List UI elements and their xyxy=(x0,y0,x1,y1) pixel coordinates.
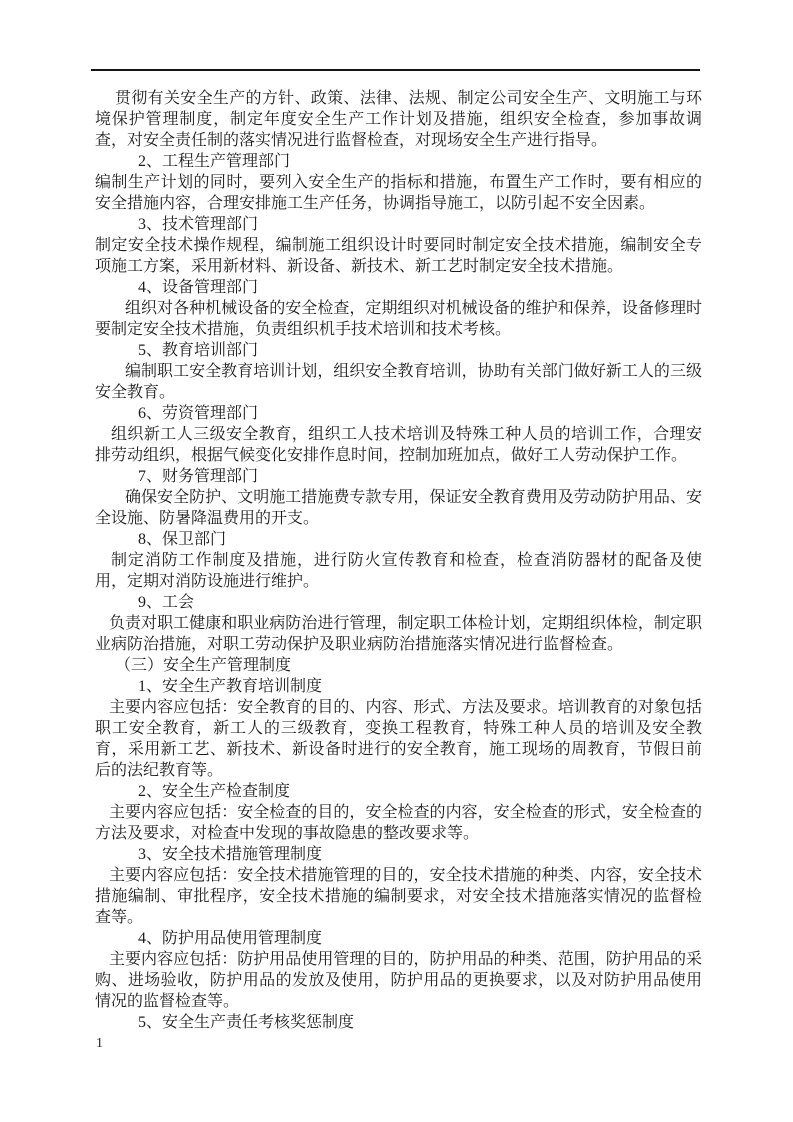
section-heading: 6、劳资管理部门 xyxy=(138,405,259,422)
body-paragraph: 编制生产计划的同时，要列入安全生产的指标和措施，布置生产工作时，要有相应的安全措施内容，合理安排施工生产任务，协调指导施工，以防引起不安全因素。 xyxy=(95,174,702,212)
section-heading: 5、教育培训部门 xyxy=(138,342,259,359)
body-paragraph: 主要内容应包括：安全检查的目的，安全检查的内容，安全检查的形式，安全检查的方法及要求，对检查中发现的事故隐患的整改要求等。 xyxy=(95,804,702,842)
body-paragraph: 主要内容应包括：安全教育的目的、内容、形式、方法及要求。培训教育的对象包括职工安全教育，新工人的三级教育，变换工程教育，特殊工种人员的培训及安全教育，采用新工艺、新技术、新设备时进行的安全教育，施工现场的周教育，节假日前后的法纪教育等。 xyxy=(95,699,702,779)
section-heading: 4、设备管理部门 xyxy=(138,279,259,296)
body-paragraph: 确保安全防护、文明施工措施费专款专用，保证安全教育费用及劳动防护用品、安全设施、防暑降温费用的开支。 xyxy=(95,489,702,527)
section-heading: 5、安全生产责任考核奖惩制度 xyxy=(138,1014,355,1031)
document-body xyxy=(95,88,702,1033)
section-heading: 7、财务管理部门 xyxy=(138,468,259,485)
section-heading: 2、安全生产检查制度 xyxy=(138,783,291,800)
body-paragraph: 组织对各种机械设备的安全检查，定期组织对机械设备的维护和保养，设备修理时要制定安全技术措施，负责组织机手技术培训和技术考核。 xyxy=(95,300,702,338)
page-number: 1 xyxy=(96,1036,103,1051)
body-paragraph: 主要内容应包括：安全技术措施管理的目的，安全技术措施的种类、内容，安全技术措施编制、审批程序，安全技术措施的编制要求，对安全技术措施落实情况的监督检查等。 xyxy=(95,867,702,926)
body-paragraph: 负责对职工健康和职业病防治进行管理，制定职工体检计划，定期组织体检，制定职业病防治措施，对职工劳动保护及职业病防治措施落实情况进行监督检查。 xyxy=(95,615,702,653)
header-rule xyxy=(91,69,700,71)
section-heading: 1、安全生产教育培训制度 xyxy=(138,678,323,695)
body-paragraph: 制定安全技术操作规程，编制施工组织设计时要同时制定安全技术措施，编制安全专项施工方案，采用新材料、新设备、新技术、新工艺时制定安全技术措施。 xyxy=(95,237,702,275)
section-heading: 4、防护用品使用管理制度 xyxy=(138,930,323,947)
section-heading: （三）安全生产管理制度 xyxy=(115,657,292,674)
section-heading: 2、工程生产管理部门 xyxy=(138,153,291,170)
body-paragraph: 贯彻有关安全生产的方针、政策、法律、法规、制定公司安全生产、文明施工与环境保护管理制度，制定年度安全生产工作计划及措施，组织安全检查，参加事故调查，对安全责任制的落实情况进行监督检查，对现场安全生产进行指导。 xyxy=(95,90,702,149)
section-heading: 9、工会 xyxy=(138,594,195,611)
body-paragraph: 编制职工安全教育培训计划，组织安全教育培训，协助有关部门做好新工人的三级安全教育。 xyxy=(95,363,702,401)
section-heading: 3、技术管理部门 xyxy=(138,216,259,233)
body-paragraph: 制定消防工作制度及措施，进行防火宣传教育和检查，检查消防器材的配备及使用，定期对消防设施进行维护。 xyxy=(95,552,702,590)
section-heading: 3、安全技术措施管理制度 xyxy=(138,846,323,863)
body-paragraph: 组织新工人三级安全教育，组织工人技术培训及特殊工种人员的培训工作，合理安排劳动组织，根据气候变化安排作息时间，控制加班加点，做好工人劳动保护工作。 xyxy=(95,426,702,464)
section-heading: 8、保卫部门 xyxy=(138,531,227,548)
body-paragraph: 主要内容应包括：防护用品使用管理的目的，防护用品的种类、范围，防护用品的采购、进场验收，防护用品的发放及使用，防护用品的更换要求，以及对防护用品使用情况的监督检查等。 xyxy=(95,951,702,1010)
